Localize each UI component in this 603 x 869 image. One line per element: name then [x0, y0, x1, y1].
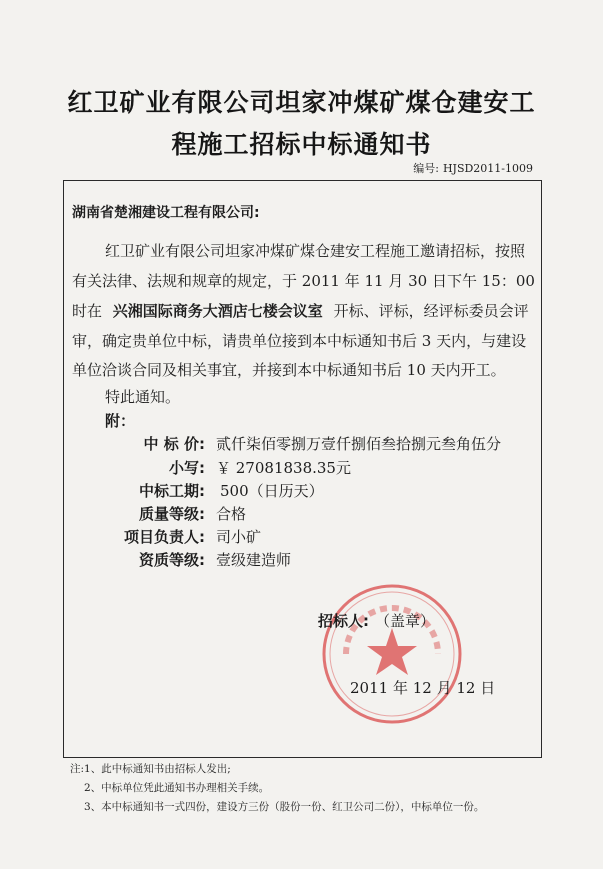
footnote-2: 2、中标单位凭此通知书办理相关手续。 [84, 782, 270, 794]
document-title-line-2: 程施工招标中标通知书 [171, 130, 432, 159]
meeting-venue: 兴湘国际商务大酒店七楼会议室 [112, 302, 323, 320]
detail-label: 项目负责人: [124, 528, 205, 546]
attachment-label: 附： [105, 412, 136, 430]
document-title-line-1: 红卫矿业有限公司坦家冲煤矿煤仓建安工 [67, 88, 536, 117]
footnote-1: 注:1、此中标通知书由招标人发出; [70, 763, 231, 775]
detail-row-project-manager [0, 526, 603, 548]
detail-row-bid-price [0, 433, 603, 455]
signer [318, 610, 435, 631]
issue-date: 2011 年 12 月 12 日 [350, 679, 496, 697]
body-line-4: 审，确定贵单位中标，请贵单位接到本中标通知书后 3 天内，与建设 [72, 332, 527, 350]
body-line-6: 特此通知。 [105, 388, 181, 406]
document-number-label: 编号: [413, 162, 439, 175]
detail-row-qualification [0, 549, 603, 571]
body-line-3-suffix: 开标、评标，经评标委员会评 [333, 302, 529, 320]
signer-seal-note: （盖章） [375, 612, 436, 630]
detail-label: 中 标 价: [143, 435, 205, 453]
detail-row-amount [0, 457, 603, 479]
body-line-5: 单位洽谈合同及相关事宜，并接到本中标通知书后 10 天内开工。 [72, 361, 506, 379]
detail-value: 壹级建造师 [216, 551, 292, 569]
footnotes [70, 760, 484, 817]
body-line-3 [72, 300, 529, 321]
detail-value: 司小矿 [216, 528, 262, 546]
addressee: 湖南省楚湘建设工程有限公司: [72, 205, 260, 221]
body-line-3-prefix: 时在 [72, 302, 103, 320]
detail-label: 资质等级: [139, 551, 205, 569]
detail-label: 中标工期: [139, 482, 205, 500]
body-line-2: 有关法律、法规和规章的规定，于 2011 年 11 月 30 日下午 15：00 [72, 272, 535, 290]
company-seal-stamp [318, 580, 466, 728]
signer-label: 招标人: [318, 612, 369, 630]
detail-value: ￥ 27081838.35元 [216, 459, 351, 477]
detail-label: 小写: [169, 459, 205, 477]
body-line-1: 红卫矿业有限公司坦家冲煤矿煤仓建安工程施工邀请招标，按照 [105, 242, 526, 260]
document-number [409, 160, 533, 176]
detail-value: 500（日历天） [220, 482, 324, 500]
footnote-3: 3、本中标通知书一式四份，建设方三份（股份一份、红卫公司二份），中标单位一份。 [84, 801, 485, 813]
detail-label: 质量等级: [139, 505, 205, 523]
detail-value: 贰仟柒佰零捌万壹仟捌佰叁拾捌元叁角伍分 [216, 435, 502, 453]
detail-value: 合格 [216, 505, 247, 523]
detail-row-quality [0, 503, 603, 525]
detail-row-duration [0, 480, 603, 502]
document-number-value: HJSD2011-1009 [442, 162, 533, 175]
